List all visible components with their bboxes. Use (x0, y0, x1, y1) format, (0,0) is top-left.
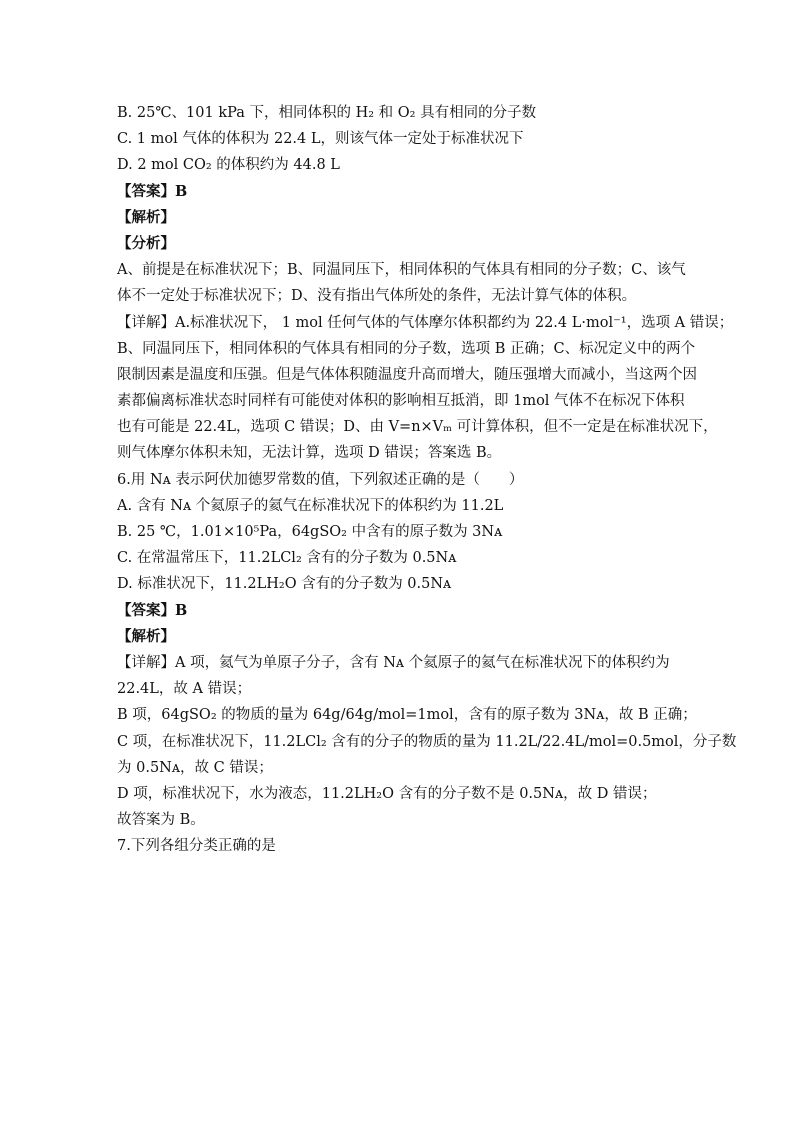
q6-detail-line: 【详解】A 项，氦气为单原子分子，含有 Nᴀ 个氦原子的氦气在标准状况下的体积约为 (117, 654, 670, 671)
q6-option-a: A. 含有 Nᴀ 个氦原子的氦气在标准状况下的体积约为 11.2L (117, 497, 504, 514)
q6-conclusion: 故答案为 B。 (117, 812, 205, 829)
q6-option-c: C. 在常温常压下，11.2LCl₂ 含有的分子数为 0.5Nᴀ (117, 550, 457, 567)
detail-line: 【详解】A.标准状况下， 1 mol 任何气体的气体摩尔体积都约为 22.4 L·mol⁻¹，选项 A 错误； (117, 314, 734, 331)
q6-option-d: D. 标准状况下，11.2LH₂O 含有的分子数为 0.5Nᴀ (117, 576, 452, 593)
q6-detail-line: 为 0.5Nᴀ，故 C 错误； (117, 759, 273, 776)
detail-line: 也有可能是 22.4L，选项 C 错误；D、由 V=n×Vₘ 可计算体积，但不一定是在标准状况下， (117, 419, 718, 436)
q6-detail-line: D 项，标准状况下，水为液态，11.2LH₂O 含有的分子数不是 0.5Nᴀ，故 D 错误； (117, 785, 657, 802)
question-7: 7.下列各组分类正确的是 (117, 838, 276, 855)
option-d: D. 2 mol CO₂ 的体积约为 44.8 L (117, 157, 340, 174)
question-6: 6.用 Nᴀ 表示阿伏加德罗常数的值，下列叙述正确的是（ ） (117, 471, 524, 488)
detail-line: 则气体摩尔体积未知，无法计算，选项 D 错误；答案选 B。 (117, 445, 502, 462)
q6-detail-line: 22.4L，故 A 错误； (117, 681, 252, 698)
option-c: C. 1 mol 气体的体积为 22.4 L，则该气体一定处于标准状况下 (117, 131, 524, 148)
q6-answer-label: 【答案】B (117, 601, 188, 619)
detail-line: B、同温同压下，相同体积的气体具有相同的分子数，选项 B 正确；C、标况定义中的两个 (117, 340, 696, 357)
analysis-line: A、前提是在标准状况下；B、同温同压下，相同体积的气体具有相同的分子数；C、该气 (117, 262, 686, 279)
q6-detail-line: C 项，在标准状况下，11.2LCl₂ 含有的分子的物质的量为 11.2L/22.4L/mol=0.5mol，分子数 (117, 733, 737, 750)
detail-line: 限制因素是温度和压强。但是气体体积随温度升高而增大，随压强增大而减小，当这两个因 (117, 366, 697, 383)
q6-detail-line: B 项，64gSO₂ 的物质的量为 64g/64g/mol=1mol，含有的原子数为 3Nᴀ，故 B 正确； (117, 707, 697, 724)
analysis-label: 【解析】 (117, 208, 175, 226)
document-body (117, 100, 737, 859)
q6-option-b: B. 25 ℃，1.01×10⁵Pa，64gSO₂ 中含有的原子数为 3Nᴀ (117, 524, 503, 540)
fenxi-label: 【分析】 (117, 234, 175, 252)
q6-analysis-label: 【解析】 (117, 627, 175, 645)
option-b: B. 25℃、101 kPa 下，相同体积的 H₂ 和 O₂ 具有相同的分子数 (117, 105, 537, 121)
analysis-line: 体不一定处于标准状况下；D、没有指出气体所处的条件，无法计算气体的体积。 (117, 288, 637, 305)
answer-label: 【答案】B (117, 182, 188, 200)
detail-line: 素都偏离标准状态时同样有可能使对体积的影响相互抵消，即 1mol 气体不在标况下体积 (117, 393, 685, 410)
